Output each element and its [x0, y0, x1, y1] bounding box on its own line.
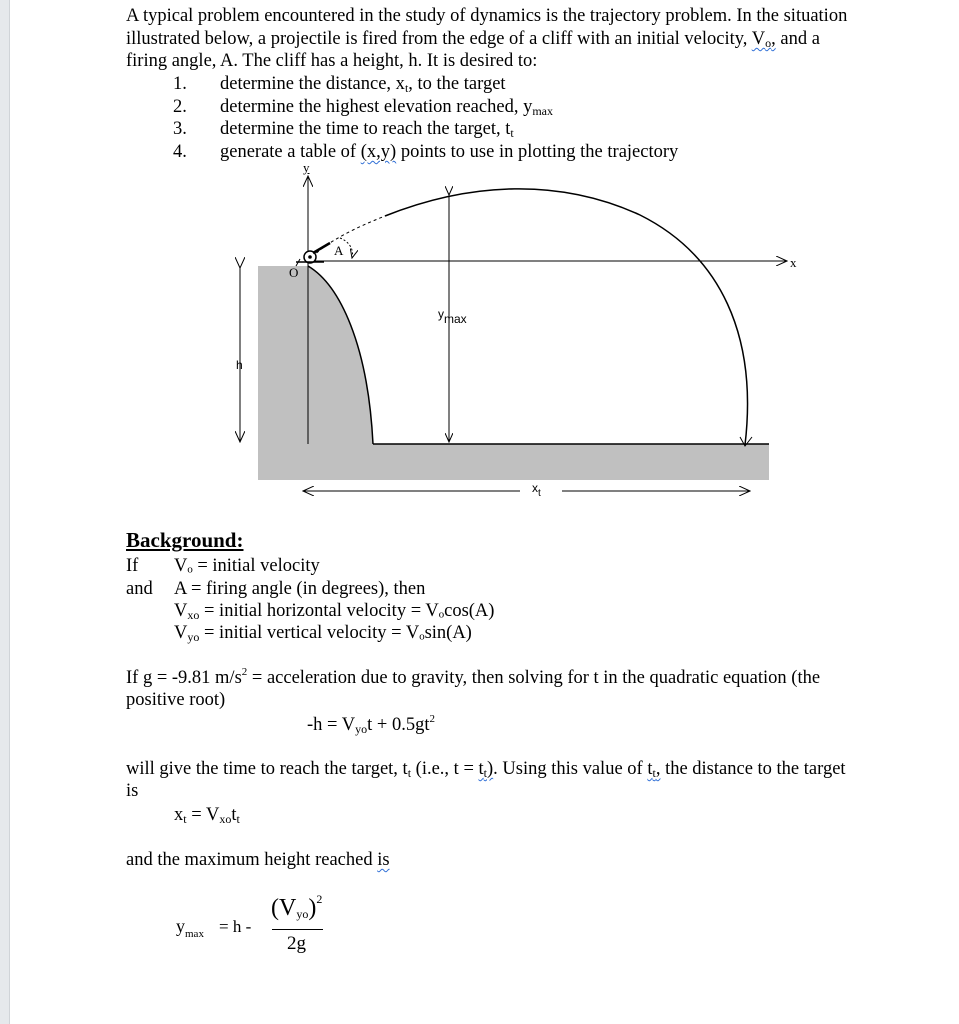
ymax-label: ymax [438, 307, 467, 326]
height-label: h [236, 358, 243, 372]
task-item-2: determine the highest elevation reached, ymax [220, 97, 553, 118]
origin-label: O [289, 265, 299, 280]
v0-spelling-mark[interactable]: Vo, [751, 29, 776, 50]
xt-label: $x_t$ [532, 481, 541, 499]
intro-line-2: illustrated below, a projectile is fired from the edge of a cliff with an initial velocity, Vo, and a [126, 29, 820, 50]
ymax-equation-denominator: 2g [287, 933, 306, 954]
task-number-3: 3. [173, 119, 187, 139]
ymax-equation-numerator: (Vyo)$^2$ [271, 892, 323, 921]
distance-equation: xt = Vxott [174, 805, 240, 826]
background-angle: A = firing angle (in degrees), then [174, 579, 426, 599]
y-axis-label: y [303, 160, 310, 175]
fraction-bar [272, 929, 323, 930]
cannon-icon [296, 243, 330, 266]
background-vxo: Vxo = initial horizontal velocity = Vₒcos(A) [174, 601, 495, 622]
quadratic-equation: -h = Vyot + $0.5gt^2$ [307, 713, 435, 736]
background-vyo: Vyo = initial vertical velocity = Vₒsin(A) [174, 623, 472, 644]
task-item-4: generate a table of (x,y) points to use in plotting the trajectory [220, 142, 679, 162]
ymax-equation-lhs: $y_{max}$ [176, 916, 204, 940]
ground-shape [258, 444, 769, 480]
task-item-3: determine the time to reach the target, tt [220, 119, 514, 140]
task-number-4: 4. [173, 142, 187, 162]
gravity-line-2: positive root) [126, 690, 226, 710]
background-v0: Vₒ = initial velocity [174, 556, 320, 576]
xy-spelling-mark[interactable]: (x,y) [360, 142, 397, 162]
task-number-2: 2. [173, 97, 187, 117]
background-heading: Background: [126, 528, 244, 552]
time-line-2: is [126, 781, 139, 801]
angle-label: A [334, 243, 344, 258]
max-height-text: and the maximum height reached is [126, 850, 390, 870]
background-if: If [126, 556, 139, 576]
time-line-1: will give the time to reach the target, tt (i.e., t = tt). Using this value of tt, the distance to the target [126, 759, 846, 780]
is-spelling-mark[interactable]: is [377, 850, 390, 870]
x-axis-label: x [790, 255, 797, 270]
ymax-equation-eq: = h - [219, 917, 252, 936]
task-item-1: determine the distance, xt, to the target [220, 74, 506, 95]
gravity-line-1: If g = -9.81 $m/s^2$ = acceleration due to gravity, then solving for t in the quadratic equation (the [126, 666, 821, 688]
intro-line-3: firing angle, A. The cliff has a height, h. It is desired to: [126, 51, 538, 71]
background-and: and [126, 579, 153, 599]
tt-spelling-mark-1[interactable]: tt) [478, 759, 494, 780]
intro-line-1: A typical problem encountered in the study of dynamics is the trajectory problem. In the situation [126, 6, 848, 26]
tt-spelling-mark-2[interactable]: tt, [647, 759, 661, 780]
task-number-1: 1. [173, 74, 187, 94]
cliff-shape [258, 266, 373, 444]
trajectory-dashed-segment [312, 216, 385, 257]
